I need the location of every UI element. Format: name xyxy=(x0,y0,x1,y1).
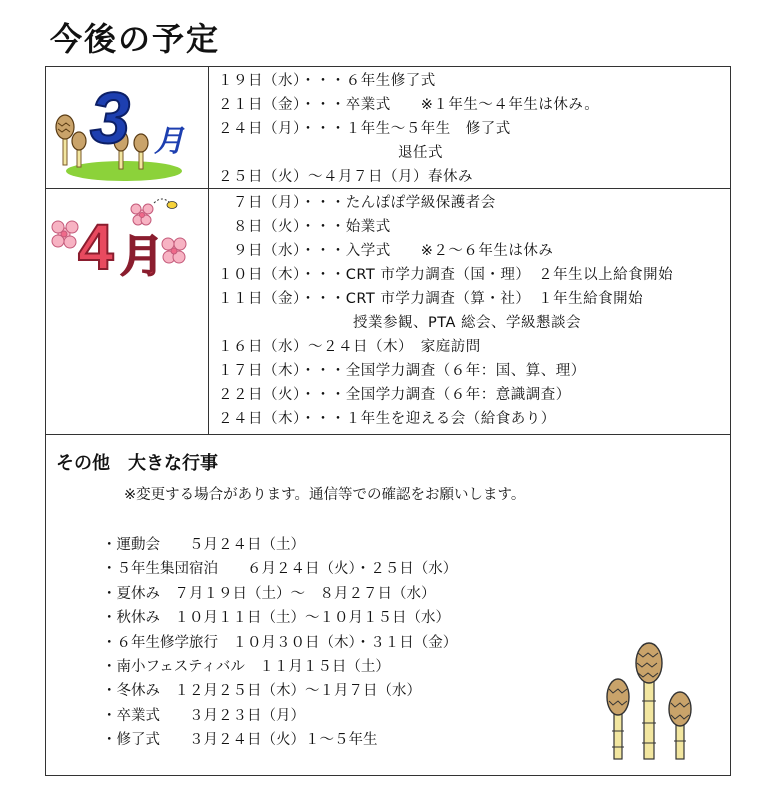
grass-icon xyxy=(66,161,182,181)
march-cell xyxy=(46,67,209,188)
event-item: ・６年生修学旅行 １０月３０日（木）・３１日（金） xyxy=(102,634,458,651)
event-item: ・秋休み １０月１１日（土）～１０月１５日（水） xyxy=(102,610,450,627)
event-item: ・南小フェスティバル １１月１５日（土） xyxy=(102,658,390,675)
event-item: ・５年生集団宿泊 ６月２４日（火）・２５日（水） xyxy=(102,561,458,578)
event-line: １６日（水）～２４日（木） 家庭訪問 xyxy=(218,339,481,355)
event-line: ２２日（火）・・・全国学力調査（６年：意識調査） xyxy=(218,387,571,403)
event-line: ２４日（木）・・・１年生を迎える会（給食あり） xyxy=(218,411,556,427)
bee-icon xyxy=(154,199,177,209)
horsetail-sprout-icon xyxy=(607,679,629,759)
event-item: ・運動会 ５月２４日（土） xyxy=(102,537,305,553)
event-item: ・修了式 ３月２４日（火）１～５年生 xyxy=(102,732,378,749)
april-illustration xyxy=(46,189,208,311)
event-line: ２１日（金）・・・卒業式 ※１年生～４年生は休み。 xyxy=(218,97,600,113)
other-events-section xyxy=(46,435,730,777)
horsetail-sprout-icon xyxy=(56,115,74,165)
event-line: 授業参観、PTA 総会、学級懇談会 xyxy=(218,315,582,331)
march-number: 3 xyxy=(90,79,131,159)
event-line: １９日（水）・・・６年生修了式 xyxy=(218,73,436,89)
event-line: １７日（木）・・・全国学力調査（６年：国、算、理） xyxy=(218,363,586,379)
event-line: ２４日（月）・・・１年生～５年生 修了式 xyxy=(218,121,511,137)
march-event-list xyxy=(218,69,726,189)
event-item: ・卒業式 ３月２３日（月） xyxy=(102,707,305,724)
schedule-table xyxy=(45,66,731,776)
april-event-list xyxy=(218,191,726,431)
horsetail-sprout-icon xyxy=(669,692,691,759)
other-events-heading: その他 大きな行事 xyxy=(56,453,218,474)
change-notice: ※変更する場合があります。通信等での確認をお願いします。 xyxy=(124,487,526,503)
cherry-blossom-icon xyxy=(131,204,153,225)
march-row xyxy=(46,67,730,189)
event-item: ・冬休み １２月２５日（木）～１月７日（水） xyxy=(102,683,421,700)
event-line: 退任式 xyxy=(218,145,443,161)
march-month-label: 月 xyxy=(154,124,184,159)
event-line: １０日（木）・・・CRT 市学力調査（国・理） ２年生以上給食開始 xyxy=(218,267,674,283)
page-title: 今後の予定 xyxy=(50,20,221,58)
event-line: ８日（火）・・・始業式 xyxy=(218,219,391,235)
horsetail-sprout-icon xyxy=(636,643,662,759)
horsetail-sprout-icon xyxy=(72,132,86,167)
event-line: １１日（金）・・・CRT 市学力調査（算・社） １年生給食開始 xyxy=(218,291,644,307)
event-line: ２５日（火）～４月７日（月）春休み xyxy=(218,169,473,185)
horsetail-sprouts-illustration xyxy=(598,631,698,761)
april-cell xyxy=(46,189,209,434)
april-row xyxy=(46,189,730,435)
april-month-label: 月 xyxy=(120,231,164,282)
march-illustration xyxy=(46,67,208,189)
event-line: ７日（月）・・・たんぽぽ学級保護者会 xyxy=(218,195,496,211)
cherry-blossom-icon xyxy=(52,221,78,248)
april-number: 4 xyxy=(78,211,114,283)
other-event-list xyxy=(102,533,457,753)
event-item: ・夏休み ７月１９日（土）～ ８月２７日（水） xyxy=(102,585,436,602)
event-line: ９日（水）・・・入学式 ※２～６年生は休み xyxy=(218,243,554,259)
cherry-blossom-icon xyxy=(162,238,186,263)
